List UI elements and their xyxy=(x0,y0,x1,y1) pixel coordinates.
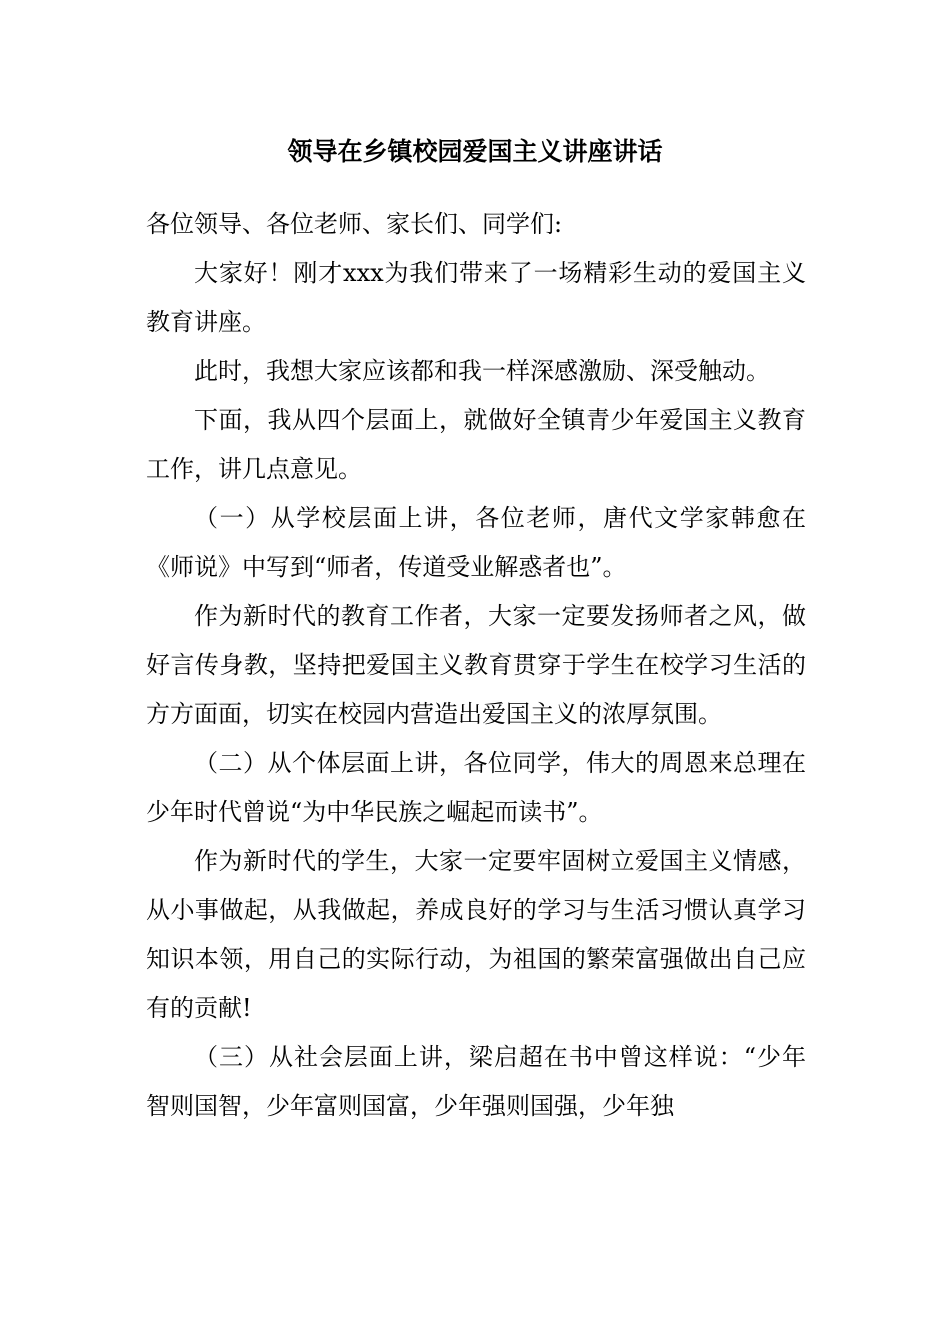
paragraph-intro: 下面，我从四个层面上，就做好全镇青少年爱国主义教育工作，讲几点意见。 xyxy=(146,406,806,483)
paragraph-point-2-body: 作为新时代的学生，大家一定要牢固树立爱国主义情感，从小事做起，从我做起，养成良好的学习与生活习惯认真学习知识本领，用自己的实际行动，为祖国的繁荣富强做出自己应有的贡献! xyxy=(146,847,806,1022)
document-title: 领导在乡镇校园爱国主义讲座讲话 xyxy=(287,137,663,166)
paragraph-point-1-body: 作为新时代的教育工作者，大家一定要发扬师者之风，做好言传身教，坚持把爱国主义教育贯穿于学生在校学习生活的方方面面，切实在校园内营造出爱国主义的浓厚氛围。 xyxy=(146,602,806,728)
paragraph-point-1-heading: （一）从学校层面上讲，各位老师，唐代文学家韩愈在《师说》中写到“师者，传道受业解惑者也”。 xyxy=(146,504,806,581)
paragraph-greeting: 大家好！刚才xxx为我们带来了一场精彩生动的爱国主义教育讲座。 xyxy=(146,259,806,336)
paragraph-point-3-heading: （三）从社会层面上讲，梁启超在书中曾这样说：“少年智则国智，少年富则国富，少年强则国强，少年独 xyxy=(146,1043,806,1120)
paragraph-point-2-heading: （二）从个体层面上讲，各位同学，伟大的周恩来总理在少年时代曾说“为中华民族之崛起而读书”。 xyxy=(146,749,806,826)
document-body xyxy=(146,200,806,1131)
paragraph-feeling: 此时，我想大家应该都和我一样深感激励、深受触动。 xyxy=(194,357,770,385)
salutation: 各位领导、各位老师、家长们、同学们: xyxy=(146,210,563,238)
